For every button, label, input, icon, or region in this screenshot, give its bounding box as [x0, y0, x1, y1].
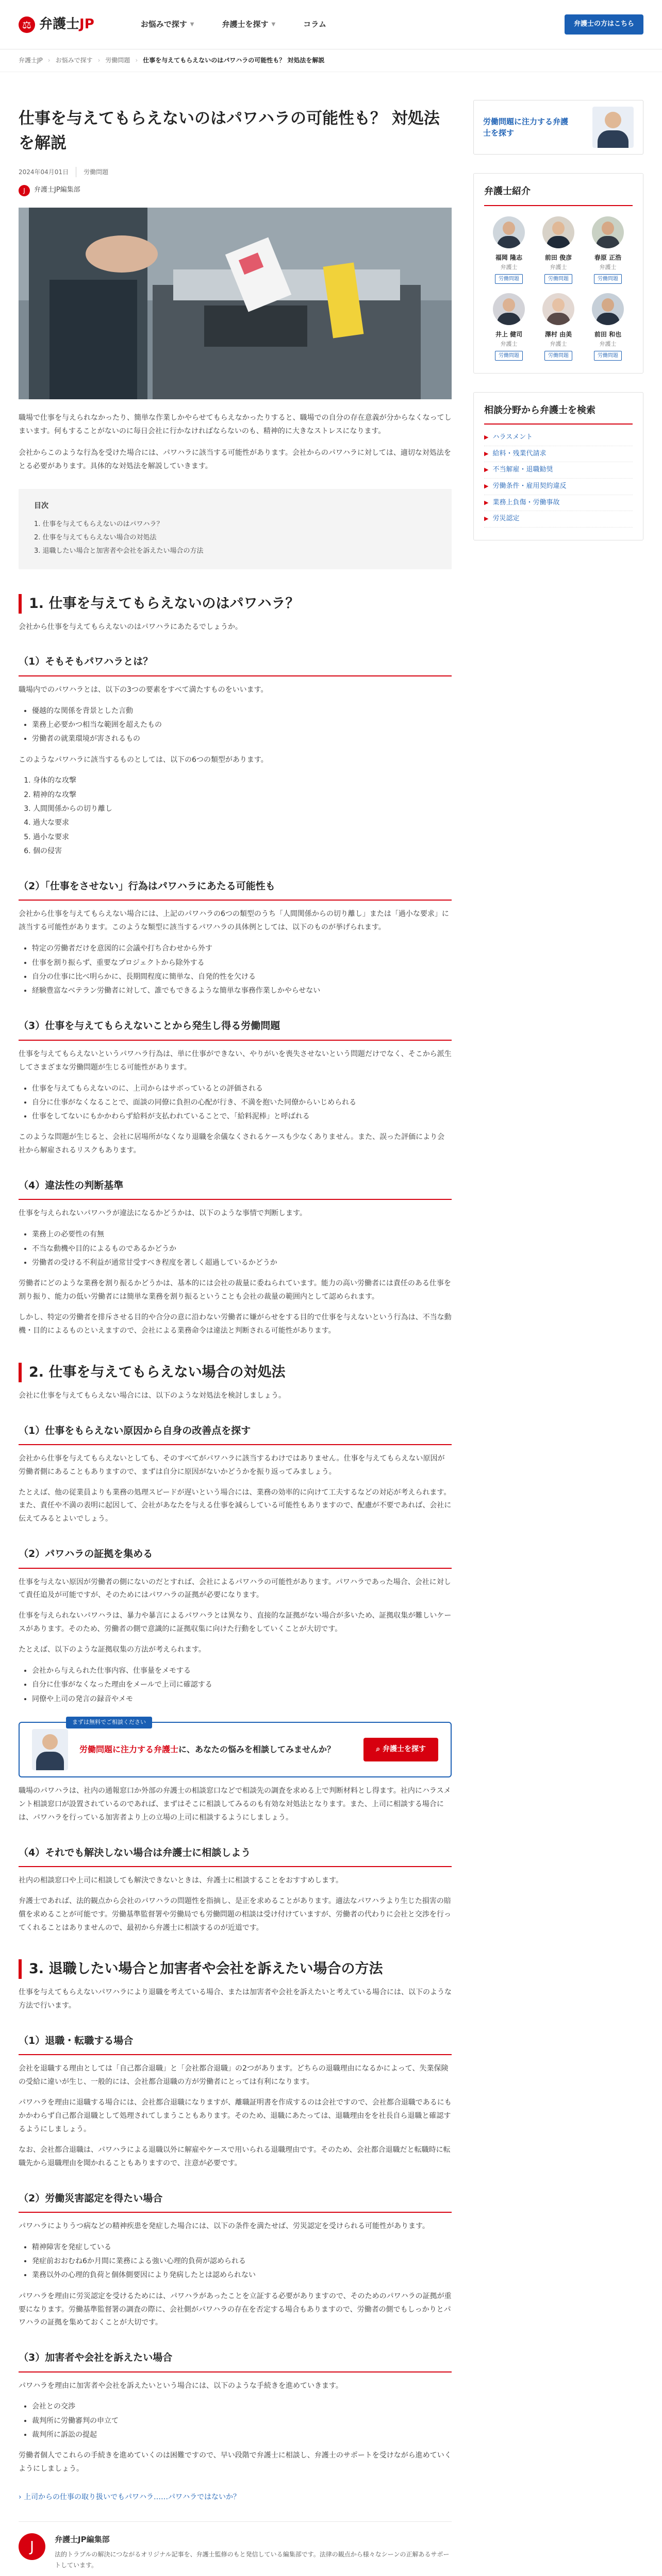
lead-paragraph: 職場で仕事を与えられなかったり、簡単な作業しかやらせてもらえなかったりすると、職場での自分の存在意義が分からなくなってしまいます。何もすることがないのに毎日会社に行かなければならないのも、精神的に大きなストレスになります。: [19, 414, 452, 436]
lawyer-tag: 労働問題: [495, 351, 523, 361]
search-icon: ⌕: [376, 1745, 383, 1753]
paragraph: 仕事を与えられないパワハラが違法になるかどうかは、以下のような事情で判断します。: [19, 1209, 307, 1218]
subsection-heading: （4）違法性の判断基準: [19, 1177, 452, 1200]
list-item: • 業務以外の心理的負荷と個体側要因により発病したとは認められない: [32, 2268, 452, 2282]
avatar: [493, 216, 525, 248]
paragraph: 会社に仕事を与えてもらえない場合には、以下のような対処法を検討しましょう。: [19, 1391, 286, 1400]
avatar: [592, 293, 624, 325]
list-item: • 業務上必要かつ相当な範囲を超えたもの: [32, 718, 452, 732]
category-list: [484, 430, 633, 527]
subsection-heading: （1）退職・転職する場合: [19, 2032, 452, 2055]
scale-icon: ⚖: [19, 16, 35, 33]
lawyer-name: 井上 健司: [495, 330, 523, 338]
category-item[interactable]: ▶ 業務上負傷・労働事故: [484, 495, 633, 512]
list-item: • 労働者の受ける不利益が通常甘受すべき程度を著しく超過しているかどうか: [32, 1256, 452, 1270]
category-item[interactable]: ▶ ハラスメント: [484, 430, 633, 446]
lawyer-role: 弁護士: [599, 263, 617, 270]
toc-item[interactable]: 3. 退職したい場合と加害者や会社を訴えたい場合の方法: [34, 547, 204, 555]
editorial-logo-icon: J: [19, 185, 30, 196]
chevron-right-icon: ▶: [484, 499, 489, 506]
paragraph: 労働者個人でこれらの手続きを進めていくのは困難ですので、早い段階で弁護士に相談し、弁護士のサポートを受けながら進めていくようにしましょう。: [19, 2451, 452, 2473]
lawyer-card[interactable]: [484, 293, 534, 361]
section-heading: 3. 退職したい場合と加害者や会社を訴えたい場合の方法: [19, 1959, 452, 1979]
paragraph: 仕事を与えない原因が労働者の側にないのだとすれば、会社によるパワハラの可能性があります。パワハラであった場合、会社に対して責任追及が可能ですが、そのためにはパワハラの証拠が必要になります。: [19, 1578, 451, 1600]
paragraph: パワハラを理由に退職する場合には、会社都合退職になりますが、離職証明書を作成するのは会社ですので、会社都合退職であるにもかかわらず自己都合退職として処理されてしまうこともあります。そのため、退職にあたっては、退職理由をを社長自ら退職と確認するようにしましょう。: [19, 2098, 452, 2133]
numbered-list: [19, 774, 452, 858]
subsection-heading: （2）労働災害認定を得たい場合: [19, 2190, 452, 2213]
breadcrumb-concerns[interactable]: お悩みで探す: [55, 57, 93, 64]
paragraph: たとえば、他の従業員よりも業務の処理スピードが遅いという場合には、業務の効率的に向けて工夫するなどの対応が考えられます。また、責任や不満の表明に起因して、会社があなたを与える仕事を減らしている可能性もありますので、配慮が不要であれば、会社に伝えてみるとよいでしょう。: [19, 1488, 452, 1523]
list-item: • 会社との交渉: [32, 2400, 452, 2414]
list-item: • 労働者の就業環境が害されるもの: [32, 732, 452, 746]
article: [19, 72, 452, 2576]
paragraph: 仕事を与えてもらえないパワハラにより退職を考えている場合、または加害者や会社を訴えたいと考えている場合には、以下のような方法で行います。: [19, 1988, 452, 2010]
list-item: • 自分の仕事に比べ明らかに、長期間程度に簡単な、自発的性を欠ける: [32, 970, 452, 984]
paragraph: パワハラを理由に労災認定を受けるためには、パワハラがあったことを立証する必要がありますので、そのためのパワハラの証拠が重要になります。労働基準監督署の調査の際に、会社側がパワハラの存在を否定する場合もありますので、労働者の側でもしっかりとパワハラの証拠を集めておくことが大切です。: [19, 2292, 452, 2327]
lawyer-name: 前田 俊彦: [544, 253, 572, 261]
lawyer-name: 福岡 隆志: [495, 253, 523, 261]
toc-title: 目次: [34, 501, 48, 510]
list-item: 2. 精神的な攻撃: [33, 788, 452, 802]
lawyer-role: 弁護士: [500, 341, 518, 348]
site-logo[interactable]: [19, 13, 94, 36]
lawyer-name: 澤村 由美: [544, 330, 572, 338]
list-item: • 業務上の必要性の有無: [32, 1228, 452, 1242]
category-item[interactable]: ▶ 労働条件・雇用契約違反: [484, 479, 633, 495]
list-item: • 仕事を割り振らず、重要なプロジェクトから除外する: [32, 956, 452, 970]
related-article-link[interactable]: › 上司からの仕事の取り扱いでもパワハラ……パワハラではないか？: [19, 2493, 241, 2502]
category-item[interactable]: ▶ 不当解雇・退職勧奨: [484, 462, 633, 479]
lawyer-list-card: [473, 173, 643, 374]
paragraph: 社内の相談窓口や上司に相談しても解決できないときは、弁護士に相談することをおすすめします。: [19, 1876, 343, 1885]
nav-item-find-lawyer[interactable]: 弁護士を探す ▼: [222, 19, 276, 29]
toc-item[interactable]: 1. 仕事を与えてもらえないのはパワハラ？: [34, 520, 163, 528]
nav-item-column[interactable]: コラム: [303, 19, 327, 29]
lawyer-illustration: [592, 107, 634, 148]
for-lawyers-button[interactable]: 弁護士の方はこちら: [565, 14, 643, 34]
list-item: • 特定の労働者だけを意図的に会議や打ち合わせから外す: [32, 942, 452, 956]
section-heading: 1. 仕事を与えてもらえないのはパワハラ？: [19, 594, 452, 614]
lawyer-list-title: 弁護士紹介: [484, 184, 633, 206]
list-item: • 自分に仕事がなくなることで、面談の同僚に負担の心配が行き、不満を抱いた同僚からいじめられる: [32, 1096, 452, 1110]
article-meta: [19, 167, 452, 177]
bullet-list: [19, 942, 452, 998]
chevron-right-icon: ›: [19, 2493, 24, 2502]
chevron-right-icon: ▶: [484, 450, 489, 457]
lawyer-card[interactable]: [534, 216, 583, 284]
page-title: 仕事を与えてもらえないのはパワハラの可能性も？ 対処法を解説: [19, 109, 440, 153]
toc-item[interactable]: 2. 仕事を与えてもらえない場合の対処法: [34, 533, 157, 541]
nav-item-concerns[interactable]: お悩みで探す ▼: [140, 19, 194, 29]
paragraph: たとえば、以下のような証拠収集の方法が考えられます。: [19, 1646, 206, 1654]
bullet-list: [19, 2241, 452, 2283]
list-item: • 発症前おおむね6か月間に業務による強い心理的負荷が認められる: [32, 2255, 452, 2268]
paragraph: なお、会社都合退職は、パワハラによる退職以外に解雇やケースで用いられる退職理由です。そのため、会社都合退職だと転職時に転職先から退職理由を聞かれることもありますので、注意が必要です。: [19, 2145, 451, 2167]
paragraph: このようなパワハラに該当するものとしては、以下の6つの類型があります。: [19, 755, 268, 764]
avatar: [542, 216, 574, 248]
list-item: 3. 人間関係からの切り離し: [33, 802, 452, 816]
list-item: • 不当な動機や目的によるものであるかどうか: [32, 1242, 452, 1256]
lawyer-grid: [484, 216, 633, 361]
site-header: [0, 0, 662, 49]
list-item: • 自分に仕事がなくなった理由をメールで上司に確認する: [32, 1678, 452, 1692]
bullet-list: [19, 1664, 452, 1706]
subsection-heading: （1）仕事をもらえない原因から自身の改善点を探す: [19, 1422, 452, 1445]
breadcrumb-current: 仕事を与えてもらえないのはパワハラの可能性も？ 対処法を解説: [143, 57, 325, 64]
lawyer-tag: 労働問題: [594, 274, 622, 284]
category-link[interactable]: 労働問題: [76, 167, 108, 177]
author-box-name: 弁護士JP編集部: [55, 2534, 110, 2544]
section-heading: 2. 仕事を与えてもらえない場合の対処法: [19, 1363, 452, 1382]
list-item: • 裁判所に労働審判の申立て: [32, 2414, 452, 2428]
cta-text: 労働問題に注力する弁護士に、あなたの悩みを相談してみませんか？: [79, 1744, 336, 1755]
bullet-list: [19, 1082, 452, 1124]
category-item[interactable]: ▶ 労災認定: [484, 511, 633, 528]
lawyer-role: 弁護士: [550, 341, 567, 348]
list-item: 4. 過大な要求: [33, 816, 452, 830]
category-search-title: 相談分野から弁護士を検索: [484, 403, 633, 425]
subsection-heading: （4）それでも解決しない場合は弁護士に相談しよう: [19, 1844, 452, 1867]
list-item: • 精神障害を発症している: [32, 2241, 452, 2255]
breadcrumb: [0, 49, 662, 72]
lawyer-role: 弁護士: [550, 263, 567, 270]
paragraph: 会社から仕事を与えてもらえない場合には、上記のパワハラの6つの類型のうち「人間関係からの切り離し」または「過小な要求」に該当する可能性があります。このような類型に該当するパワハラの具体例としては、以下のものが挙げられます。: [19, 910, 449, 932]
paragraph: 職場内でのパワハラとは、以下の3つの要素をすべて満たすものをいいます。: [19, 685, 268, 694]
cta-tag: まずは無料でご相談ください: [66, 1717, 152, 1728]
paragraph: しかし、特定の労働者を排斥させる目的や合分の意に沿わない労働者に嫌がらせをする目的で仕事を与えないという行為は、不当な動機・目的によるものといえますので、会社による業務命令は違法と判断される可能性があります。: [19, 1313, 452, 1335]
subsection-heading: （3）加害者や会社を訴えたい場合: [19, 2349, 452, 2372]
lawyer-card[interactable]: [484, 216, 534, 284]
consult-cta-banner[interactable]: [19, 1718, 452, 1777]
subsection-heading: （2）「仕事をさせない」行為はパワハラにあたる可能性も: [19, 878, 452, 901]
list-item: 5. 過小な要求: [33, 831, 452, 844]
breadcrumb-home[interactable]: 弁護士JP: [19, 57, 43, 64]
lawyer-card[interactable]: [534, 293, 583, 361]
list-item: • 裁判所に訴訟の提起: [32, 2428, 452, 2442]
paragraph: 会社から仕事を与えてもらえないとしても、そのすべてがパワハラに該当するわけではありません。仕事を与えてもらえない原因が労働者側にあることもありますので、まずは自分に原因がないかどうかを振り返ってみましょう。: [19, 1454, 445, 1476]
paragraph: 会社から仕事を与えてもらえないのはパワハラにあたるでしょうか。: [19, 622, 242, 631]
chevron-right-icon: ›: [47, 57, 51, 64]
find-lawyer-button[interactable]: ⌕ 弁護士を探す: [363, 1738, 438, 1761]
sidebar: [473, 72, 643, 2576]
brand-name: 弁護士JP: [39, 16, 94, 32]
table-of-contents: [19, 489, 452, 569]
lawyer-tag: 労働問題: [495, 274, 523, 284]
list-item: • 経験豊富なベテラン労働者に対して、誰でもできるような簡単な事務作業しかやらせない: [32, 984, 452, 998]
lead-paragraph: 会社からこのような行為を受けた場合には、パワハラに該当する可能性があります。会社からのパワハラに対しては、適切な対処法をとる必要があります。具体的な対処法を解説していきます。: [19, 449, 451, 471]
paragraph: 会社を退職する理由としては「自己都合退職」と「会社都合退職」の2つがあります。どちらの退職理由になるかによって、失業保険の受給に違いが生じ、一般的には、会社都合退職の方が労働者にとっては有利になります。: [19, 2064, 449, 2087]
subsection-heading: （1）そもそもパワハラとは？: [19, 653, 452, 676]
lawyer-name: 春原 正浩: [594, 253, 622, 261]
list-item: 1. 身体的な攻撃: [33, 774, 452, 788]
avatar: [542, 293, 574, 325]
chevron-right-icon: ▶: [484, 482, 489, 489]
lawyer-tag: 労働問題: [594, 351, 622, 361]
chevron-right-icon: ▶: [484, 466, 489, 473]
paragraph: 労働者にどのような業務を割り振るかどうかは、基本的には会社の裁量に委ねられています。能力の高い労働者には責任のある仕事を割り振り、能力の低い労働者には簡単な業務を割り振るということも会社の裁量の範囲内として認められます。: [19, 1279, 451, 1301]
bullet-list: [19, 2400, 452, 2442]
lawyer-name: 前田 和也: [594, 330, 622, 338]
lawyer-card[interactable]: [583, 216, 633, 284]
lawyer-card[interactable]: [583, 293, 633, 361]
sidebar-banner[interactable]: [473, 100, 643, 155]
list-item: 6. 個の侵害: [33, 844, 452, 858]
main-nav: [141, 18, 354, 31]
paragraph: 仕事を与えてもらえないというパワハラ行為は、単に仕事ができない、やりがいを喪失させないという問題だけでなく、そこから派生してさまざまな労働問題が生じる可能性があります。: [19, 1049, 452, 1072]
chevron-right-icon: ▶: [484, 434, 489, 441]
breadcrumb-labor[interactable]: 労働問題: [105, 57, 130, 64]
sidebar-banner-text: 労働問題に注力する弁護士を探す: [483, 116, 569, 138]
author-box: [19, 2521, 452, 2576]
list-item: • 同僚や上司の発言の録音やメモ: [32, 1692, 452, 1706]
category-item[interactable]: ▶ 給料・残業代請求: [484, 446, 633, 463]
chevron-down-icon: ▼: [190, 22, 194, 27]
paragraph: 弁護士であれば、法的観点から会社のパワハラの問題性を指摘し、是正を求めることがあります。適法なパワハラより生じた損害の賠償を求めることが可能です。労働基準監督署や労働局でも労働問題の相談は受け付けていますが、労働者の代わりに会社と交渉を行ってくれることはありませんので、最初から弁護士に相談するのが近道です。: [19, 1896, 451, 1932]
lawyer-role: 弁護士: [500, 263, 518, 270]
lawyer-illustration: [32, 1729, 68, 1770]
chevron-down-icon: ▼: [271, 22, 276, 27]
paragraph: 職場のパワハラは、社内の通報窓口か外部の弁護士の相談窓口などで相談先の調査を求める上で判断材料とし得ます。社内にハラスメント相談窓口が設置されているのであれば、まずはそこに相談してみるのも有効な対処法となります。また、上司に相談する場合には、パワハラを行っている加害者より上の立場の上司に相談するようにしましょう。: [19, 1786, 451, 1822]
author-line: [19, 184, 452, 196]
chevron-right-icon: ▶: [484, 515, 489, 522]
author-box-desc: 法的トラブルの解決につながるオリジナル記事を、弁護士監修のもと発信している編集部です。法律の観点から様々なシーンの正解あるサポートしています。: [55, 2551, 450, 2569]
list-item: • 優越的な関係を背景とした言動: [32, 704, 452, 718]
chevron-right-icon: ›: [135, 57, 138, 64]
editorial-logo-icon: J: [19, 2533, 45, 2560]
lawyer-tag: 労働問題: [544, 274, 572, 284]
list-item: • 会社から与えられた仕事内容、仕事量をメモする: [32, 1664, 452, 1678]
subsection-heading: （2）パワハラの証拠を集める: [19, 1546, 452, 1568]
chevron-right-icon: ›: [97, 57, 101, 64]
paragraph: パワハラによりうつ病などの精神疾患を発症した場合には、以下の条件を満たせば、労災認定を受けられる可能性があります。: [19, 2222, 429, 2230]
hero-image: [19, 208, 452, 399]
paragraph: 仕事を与えられないパワハラは、暴力や暴言によるパワハラとは異なり、直接的な証拠がない場合が多いため、証拠収集が難しいケースがあります。そのため、労働者の側で意識的に証拠収集に向けた行動をしていくことが大切です。: [19, 1612, 452, 1634]
avatar: [592, 216, 624, 248]
lead-section: [19, 412, 452, 473]
bullet-list: [19, 704, 452, 747]
bullet-list: [19, 1228, 452, 1270]
list-item: • 仕事を与えてもらえないのに、上司からはサボっているとの評価される: [32, 1082, 452, 1096]
subsection-heading: （3）仕事を与えてもらえないことから発生し得る労働問題: [19, 1018, 452, 1040]
avatar: [493, 293, 525, 325]
paragraph: このような問題が生じると、会社に居場所がなくなり退職を余儀なくされるケースも少なくありません。また、誤った評価により会社から解雇されるリスクもあります。: [19, 1133, 445, 1155]
list-item: • 仕事をしてないにもかかわらず給料が支払われていることで、「給料泥棒」と呼ばれる: [32, 1110, 452, 1124]
lawyer-role: 弁護士: [599, 341, 617, 348]
publish-date: 2024年04月01日: [19, 168, 69, 176]
author-name: 弁護士JP編集部: [34, 186, 80, 194]
lawyer-tag: 労働問題: [544, 351, 572, 361]
paragraph: パワハラを理由に加害者や会社を訴えたいという場合には、以下のような手続きを進めていきます。: [19, 2381, 343, 2390]
category-search-card: [473, 392, 643, 540]
